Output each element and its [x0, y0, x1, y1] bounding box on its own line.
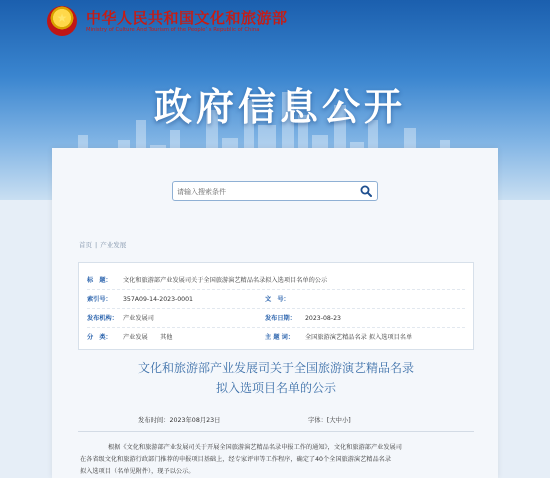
ministry-name-chinese[interactable]: 中华人民共和国文化和旅游部: [86, 9, 288, 27]
date-value: 2023-08-23: [305, 315, 341, 322]
breadcrumb: [79, 240, 129, 249]
topic-value: 全国旅游演艺精品名录 拟入选项目名单: [305, 334, 413, 341]
document-title-line-1: 文化和旅游部产业发展司关于全国旅游演艺精品名录: [137, 361, 414, 375]
search-input[interactable]: [177, 185, 357, 198]
document-title-line-2: 拟入选项目名单的公示: [215, 381, 336, 395]
national-emblem-icon[interactable]: ★: [47, 6, 77, 36]
breadcrumb-industry-link[interactable]: 产业发展: [100, 241, 127, 249]
title-label: 标 题：: [87, 277, 112, 284]
title-value: 文化和旅游部产业发展司关于全国旅游演艺精品名录拟入选项目名单的公示: [123, 277, 328, 284]
font-size-switcher[interactable]: 字体：[大中小]: [308, 417, 351, 424]
org-value: 产业发展司: [123, 315, 154, 322]
ministry-name-english: Ministry of Culture And Tourism of the People’ s Republic of China: [86, 27, 260, 33]
search-icon[interactable]: [360, 185, 372, 197]
category-value: 产业发展 其他: [123, 334, 173, 341]
metadata-row-org: [79, 310, 475, 327]
search-box: [172, 181, 378, 201]
breadcrumb-home-link[interactable]: 首页: [79, 241, 92, 249]
page-title: 政府信息公开: [154, 85, 407, 129]
body-line-1: 根据《文化和旅游部产业发展司关于开展全国旅游演艺精品名录申报工作的通知》，文化和旅游部产业发展司: [108, 444, 402, 451]
metadata-row-category: [79, 329, 475, 346]
breadcrumb-separator: |: [95, 241, 98, 249]
doc-number-label: 文 号：: [265, 296, 290, 303]
index-value: 357A09-14-2023-0001: [123, 296, 193, 303]
row-divider: [87, 308, 465, 309]
category-label: 分 类：: [87, 334, 112, 341]
org-label: 发布机构：: [87, 315, 118, 322]
metadata-row-title: [79, 272, 475, 289]
body-line-2: 在各省级文化和旅游行政部门推荐的申报项目基础上，经专家评审等工作程序，确定了40个全国旅游演艺精品名录: [80, 456, 392, 463]
document-metadata-table: [78, 262, 474, 350]
date-label: 发布日期：: [265, 315, 296, 322]
topic-label: 主 题 词：: [265, 334, 295, 341]
row-divider: [87, 289, 465, 290]
metadata-row-index: [79, 291, 475, 308]
document-body: [80, 442, 478, 478]
document-title: [78, 358, 474, 398]
publish-time: 发布时间：2023年08月23日: [138, 417, 221, 424]
row-divider: [87, 327, 465, 328]
index-label: 索引号：: [87, 296, 112, 303]
body-line-3: 拟入选项目（名单见附件），现予以公示。: [80, 468, 195, 475]
content-divider: [78, 431, 474, 432]
